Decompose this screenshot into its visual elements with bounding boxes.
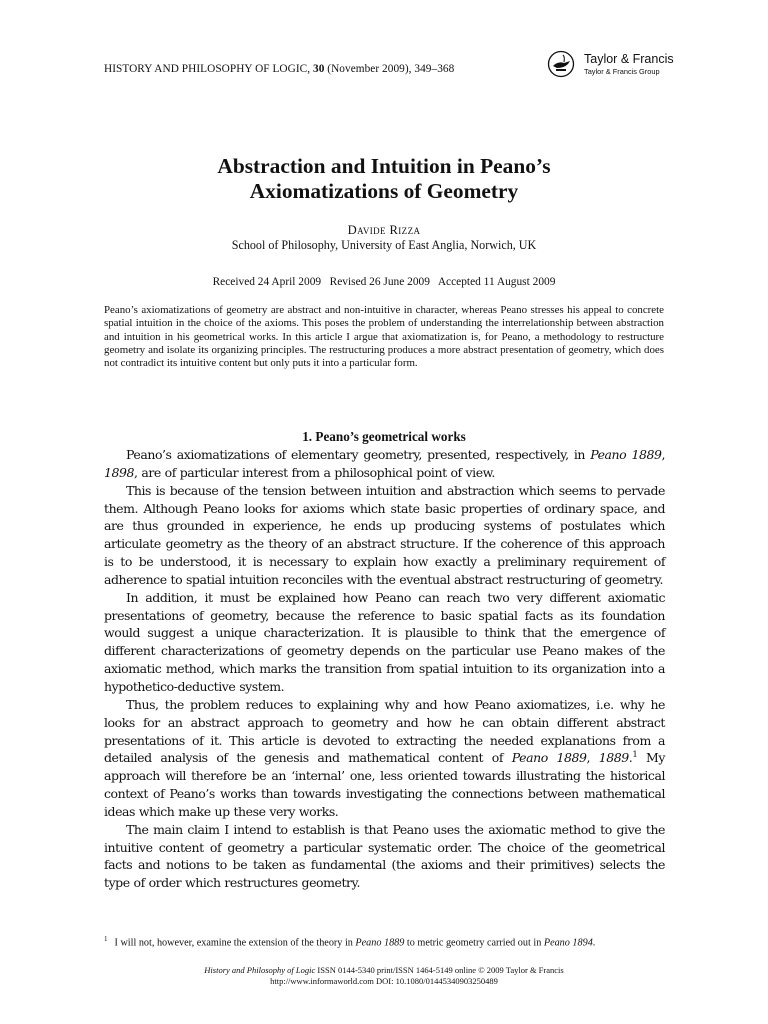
publisher-url-link[interactable]: http://www.informaworld.com: [270, 976, 374, 986]
citation: Peano 1889: [511, 750, 587, 766]
text-run: My approach will therefore be an ‘internal’ one, less oriented towards illustrating the historical context of Peano’s works than towards investigating the connections between mathematical ideas which make up these very works.: [104, 750, 665, 819]
footnote-marker[interactable]: 1: [632, 750, 638, 761]
doi: DOI: 10.1080/01445340903250489: [373, 976, 498, 986]
paragraph: This is because of the tension between intuition and abstraction which seems to pervade them. Although Peano looks for axioms which state basic properties of ordinary space, and are thus grounded in experience, he ends up producing systems of postulates which articulate geometry as the theory of an abstract structure. If the coherence of this approach is to be understood, it is necessary to explain how exactly a preliminary requirement of adherence to spatial intuition reconciles with the eventual abstract restructuring of geometry.: [104, 482, 665, 587]
footnote: [104, 935, 665, 948]
publisher-group: Taylor & Francis Group: [584, 67, 660, 76]
article-title: [84, 154, 684, 203]
paragraph: The main claim I intend to establish is that Peano uses the axiomatic method to give the intuitive content of geometry a particular systematic order. The choice of the geometrical facts and notions to be taken as fundamental (the axioms and their primitives) selects the type of order which restructures geometry.: [104, 821, 665, 891]
text-run: Thus, the problem reduces to explaining why and how Peano axiomatizes, i.e. why he looks for an abstract approach to geometry and how he can obtain different abstract presentations of it. This article is devoted to extracting the needed explanations from a detailed analysis of the genesis and mathematical content of: [104, 696, 665, 766]
title-line-2: Axiomatizations of Geometry: [249, 178, 519, 203]
footer-issn-line: [84, 965, 684, 976]
text-run: to metric geometry carried out in: [404, 937, 544, 949]
footnote-number: 1: [104, 935, 108, 943]
taylor-francis-lamp-logo-icon: [546, 50, 580, 80]
journal-volume: 30: [313, 63, 325, 75]
issue-pages: (November 2009), 349–368: [327, 63, 455, 75]
publisher-name: Taylor & Francis: [584, 52, 674, 66]
paragraph: [104, 446, 665, 482]
text-run: .: [628, 750, 633, 766]
paragraph: [104, 696, 665, 821]
citation: 1889: [598, 750, 629, 766]
footer-issn: ISSN 0144-5340 print/ISSN 1464-5149 online © 2009 Taylor & Francis: [315, 965, 564, 975]
title-line-1: Abstraction and Intuition in Peano’s: [217, 154, 551, 178]
submission-dates: Received 24 April 2009 Revised 26 June 2009 Accepted 11 August 2009: [212, 276, 556, 288]
author-affiliation: School of Philosophy, University of East Anglia, Norwich, UK: [231, 238, 537, 252]
citation: Peano 1889: [590, 447, 662, 462]
text-run: ,: [661, 447, 665, 462]
body-text: [104, 446, 665, 892]
text-run: I will not, however, examine the extension of the theory in: [114, 937, 356, 949]
paragraph: In addition, it must be explained how Peano can reach two very different axiomatic presentations of geometry, because the reference to basic spatial facts as its foundation would suggest a unique characterization. It is plausible to think that the emergence of different characterizations of geometry depends on the particular use Peano makes of the axiomatic method, which marks the transition from spatial intuition to its organization into a hypothetico-deductive system.: [104, 589, 665, 694]
text-run: ,: [586, 750, 599, 766]
running-head: [104, 63, 544, 75]
citation: Peano 1889: [355, 937, 405, 949]
page-footer: [84, 965, 684, 987]
author-name: Davide Rizza: [347, 223, 421, 237]
text-run: , are of particular interest from a philosophical point of view.: [134, 464, 495, 480]
footer-journal: History and Philosophy of Logic: [204, 965, 316, 975]
abstract: Peano’s axiomatizations of geometry are abstract and non-intuitive in character, whereas Peano stresses his appeal to concrete spatial intuition in the choice of the axioms. This poses the problem of understanding the interrelationship between abstraction and intuition in his geometrical works. In this article I argue that axiomatization is, for Peano, a methodology to restructure geometry and isolate its organizing principles. The restructuring produces a more abstract presentation of geometry, which does not contradict its intuitive content but only puts it into a particular form.: [104, 304, 664, 369]
citation: 1898: [104, 464, 135, 480]
text-run: Peano’s axiomatizations of elementary geometry, presented, respectively, in: [126, 447, 591, 462]
publisher-logo: [546, 50, 676, 80]
text-run: .: [592, 937, 596, 949]
section-heading: 1. Peano’s geometrical works: [302, 429, 466, 444]
citation: Peano 1894: [543, 937, 593, 949]
journal-name: HISTORY AND PHILOSOPHY OF LOGIC,: [104, 63, 311, 75]
footer-url-line: [84, 976, 684, 987]
